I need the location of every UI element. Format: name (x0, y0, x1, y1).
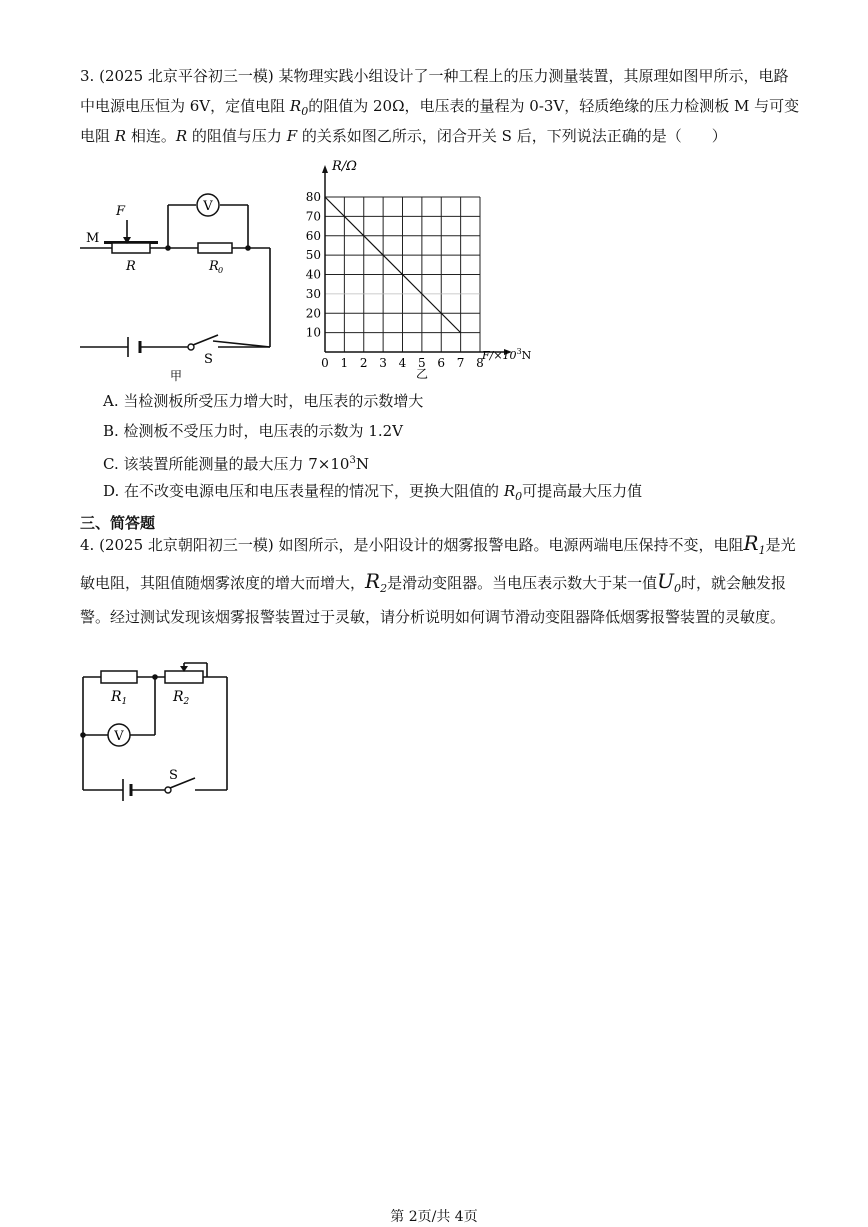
x-axis-label: $F/\times 10^3N$ (482, 347, 532, 362)
resistor-r0-sub: 0 (218, 266, 224, 275)
x-tick-label: 5 (418, 356, 426, 370)
caption-yi: 乙 (416, 367, 429, 381)
x-tick-label: 1 (340, 356, 349, 370)
q3-symbol-r0: R (289, 97, 302, 115)
q3-text-3d: 的关系如图乙所示，闭合开关 S 后，下列说法正确的是（ ） (297, 127, 727, 145)
q4-text-1a: 如图所示，是小阳设计的烟雾报警电路。电源两端电压保持不变，电阻 (278, 536, 744, 554)
q3-option-d-sub: 0 (515, 490, 523, 503)
q3-text-3a: 电阻 (80, 127, 115, 145)
q3-text-3b: 相连。 (126, 127, 176, 145)
junction-dot (165, 245, 171, 251)
q3-option-d-symbol: R (503, 482, 516, 500)
q3-text-1: 某物理实践小组设计了一种工程上的压力测量装置，其原理如图甲所示，电路 (278, 67, 789, 85)
q4-symbol-r1: R (743, 531, 759, 555)
resistor-r-label: R (126, 259, 136, 274)
force-label: F (116, 204, 126, 219)
graph-series (325, 197, 461, 333)
q3-option-b[interactable]: B. 检测板不受压力时，电压表的示数为 1.2V (103, 422, 404, 440)
q4-line-2 (80, 571, 786, 599)
y-tick-label: 80 (305, 190, 321, 204)
switch-lever (193, 335, 218, 345)
q3-line-1 (80, 66, 789, 86)
q3-option-a[interactable]: A. 当检测板所受压力增大时，电压表的示数增大 (103, 392, 424, 410)
q3-option-d-text-b: 可提高最大压力值 (522, 482, 643, 500)
q3-line-3 (80, 126, 727, 146)
q4-symbol-u0-sub: 0 (673, 582, 681, 595)
q4-text-1b: 是光 (765, 536, 796, 554)
y-axis-label: R/Ω (332, 159, 357, 174)
switch-label: S (169, 768, 178, 783)
voltmeter-label: V (114, 729, 124, 744)
resistor-r (112, 243, 150, 253)
r2-label: $R_2$ (173, 689, 190, 707)
q3-option-c-sup: 3 (349, 455, 356, 466)
graph-yi (300, 152, 550, 384)
q3-option-c-text: C. 该装置所能测量的最大压力 7×10 (103, 455, 350, 473)
q3-symbol-r0-sub: 0 (301, 105, 309, 118)
q4-symbol-r2: R (365, 569, 381, 593)
switch-label: S (204, 352, 213, 367)
resistor-r0 (198, 243, 232, 253)
y-tick-label: 60 (305, 228, 321, 243)
x-tick-label: 4 (398, 356, 407, 370)
q4-symbol-u0: U (657, 569, 674, 593)
junction-dot (152, 674, 158, 680)
junction-dot (245, 245, 251, 251)
y-tick-label: 30 (305, 286, 321, 301)
q3-number: 3. (80, 67, 95, 85)
q4-line-1 (80, 533, 796, 561)
y-tick-label: 10 (305, 325, 321, 340)
q3-symbol-r-2: R (175, 127, 188, 145)
circuit-q4-diagram (75, 655, 240, 810)
q4-text-2a: 敏电阻，其阻值随烟雾浓度的增大而增大， (80, 574, 366, 592)
section-heading: 三、简答题 (80, 514, 156, 532)
x-tick-label: 8 (476, 356, 484, 370)
y-tick-label: 50 (305, 248, 321, 263)
q3-option-d-text-a: D. 在不改变电源电压和电压表量程的情况下，更换大阻值的 (103, 482, 504, 500)
q3-option-c[interactable] (103, 451, 369, 474)
resistor-r1 (101, 671, 137, 683)
q4-symbol-r1-sub: 1 (758, 544, 766, 557)
voltmeter-label: V (203, 199, 213, 214)
q3-option-d[interactable] (103, 481, 642, 507)
circuit-jia-diagram (70, 175, 290, 385)
y-tick-label: 70 (305, 209, 321, 224)
q4-number: 4. (80, 536, 95, 554)
junction-dot (80, 732, 86, 738)
x-tick-label: 7 (456, 356, 465, 370)
graph-axes (322, 165, 512, 355)
y-tick-label: 40 (305, 267, 321, 282)
graph-ticks (306, 190, 484, 370)
resistor-r2 (165, 671, 203, 683)
q3-source: (2025 北京平谷初三一模) (99, 67, 274, 85)
r1-label: $R_1$ (111, 689, 128, 707)
q4-text-2c: 时，就会触发报 (680, 574, 786, 592)
q3-line-2 (80, 96, 799, 122)
q4-symbol-r2-sub: 2 (380, 582, 388, 595)
resistor-r0-label: R (209, 259, 219, 274)
q3-option-c-unit: N (355, 455, 369, 473)
x-tick-label: 0 (321, 356, 329, 370)
plate-label: M (86, 231, 100, 246)
q3-text-2a: 中电源电压恒为 6V，定值电阻 (80, 97, 290, 115)
q4-source: (2025 北京朝阳初三一模) (99, 536, 274, 554)
caption-jia: 甲 (170, 369, 183, 383)
q4-line-3: 警。经过测试发现该烟雾报警装置过于灵敏，请分析说明如何调节滑动变阻器降低烟雾报警装置的灵敏度。 (80, 608, 786, 626)
y-axis-arrow-icon (322, 165, 328, 173)
x-tick-label: 2 (359, 356, 368, 370)
q3-text-3c: 的阻值与压力 (187, 127, 287, 145)
x-tick-label: 3 (379, 356, 387, 370)
r-f-series-line (325, 197, 461, 333)
q3-text-2b: 的阻值为 20Ω，电压表的量程为 0-3V，轻质绝缘的压力检测板 M 与可变 (308, 97, 800, 115)
y-tick-label: 20 (305, 306, 321, 321)
q4-text-2b: 是滑动变阻器。当电压表示数大于某一值 (387, 574, 658, 592)
page-footer: 第 2页/共 4页 (390, 1209, 478, 1225)
x-tick-label: 6 (437, 356, 446, 370)
q3-symbol-f: F (286, 127, 298, 145)
q3-symbol-r-1: R (114, 127, 127, 145)
